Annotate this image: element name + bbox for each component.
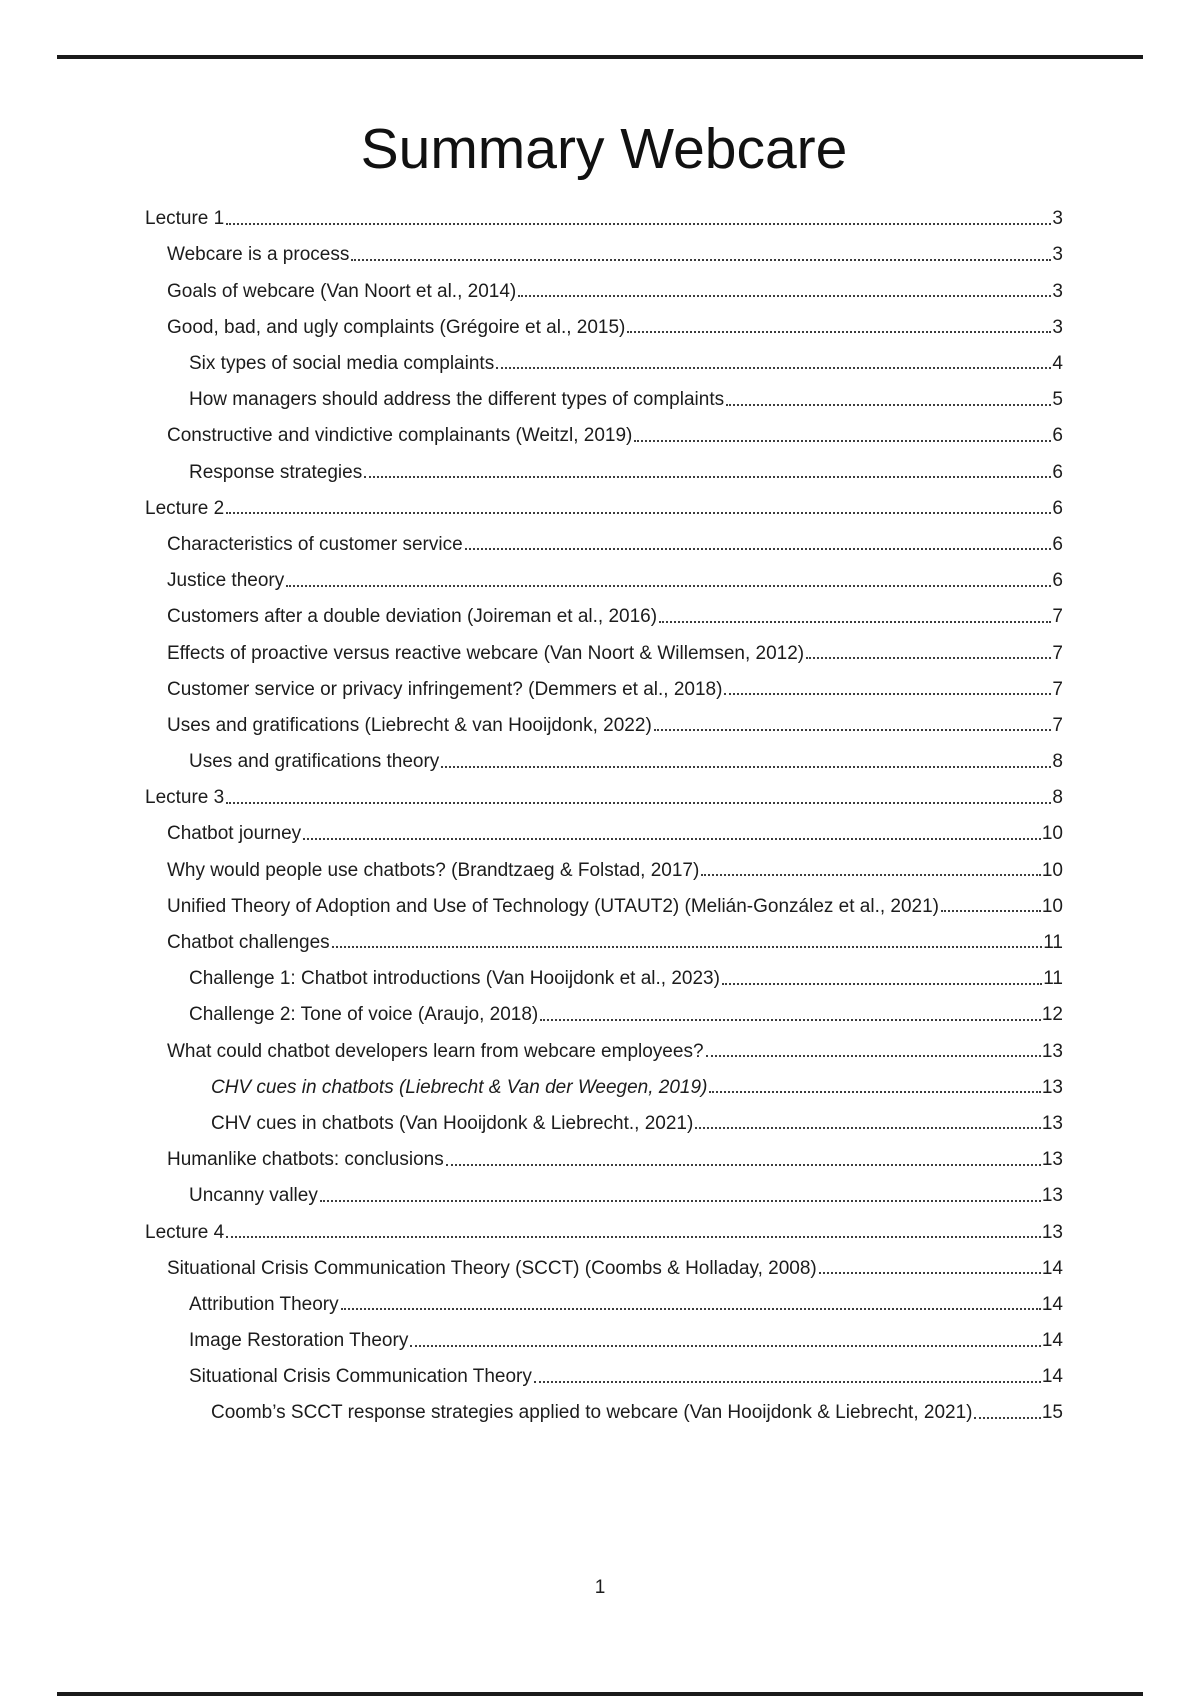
toc-page-number: 11 [1043, 932, 1063, 953]
dot-leader [540, 1019, 1041, 1021]
dot-leader [496, 367, 1051, 369]
toc-entry[interactable] [145, 483, 1063, 519]
header-rule [57, 55, 1143, 59]
toc-entry-label: Constructive and vindictive complainants (Weitzl, 2019) [167, 425, 633, 447]
toc-page-number: 13 [1041, 1112, 1063, 1134]
toc-entry-label: Chatbot challenges [167, 932, 330, 953]
toc-entry[interactable] [145, 265, 1063, 301]
dot-leader [446, 1164, 1041, 1166]
toc-entry[interactable] [145, 808, 1063, 844]
footer-page-number: 1 [594, 1577, 606, 1598]
toc-entry[interactable] [145, 229, 1063, 265]
toc-page-number: 10 [1041, 823, 1063, 845]
dot-leader [226, 512, 1051, 514]
toc-page-number: 3 [1052, 316, 1063, 338]
toc-entry[interactable] [145, 1098, 1063, 1134]
toc-entry-label: Coomb’s SCCT response strategies applied to webcare (Van Hooijdonk & Liebrecht, 2021) [211, 1402, 973, 1424]
toc-entry[interactable] [145, 338, 1063, 374]
toc-entry[interactable] [145, 881, 1063, 917]
toc-entry[interactable] [145, 627, 1063, 663]
toc-page-number: 8 [1052, 787, 1063, 809]
dot-leader [701, 874, 1041, 876]
toc-entry[interactable] [145, 700, 1063, 736]
toc-entry[interactable] [145, 917, 1063, 953]
toc-entry[interactable] [145, 519, 1063, 555]
toc-page-number: 13 [1041, 1076, 1063, 1098]
dot-leader [941, 910, 1041, 912]
toc-entry[interactable] [145, 1025, 1063, 1061]
toc-page-number: 13 [1041, 1149, 1063, 1171]
toc-entry-label: Uses and gratifications theory [189, 751, 440, 773]
toc-entry[interactable] [145, 555, 1063, 591]
toc-page-number: 13 [1041, 1185, 1063, 1207]
dot-leader [226, 802, 1051, 804]
toc-page-number: 8 [1052, 751, 1063, 773]
toc-entry-label: CHV cues in chatbots (Van Hooijdonk & Liebrecht., 2021) [211, 1112, 694, 1134]
dot-leader [627, 331, 1051, 333]
page-title: Summary Webcare [360, 117, 848, 181]
toc-entry[interactable] [145, 1206, 1063, 1242]
toc-entry[interactable] [145, 953, 1063, 989]
toc-entry[interactable] [145, 1351, 1063, 1387]
dot-leader [695, 1127, 1041, 1129]
toc-page-number: 3 [1052, 280, 1063, 302]
toc-entry-label: Characteristics of customer service [167, 533, 463, 555]
toc-entry[interactable] [145, 1242, 1063, 1278]
toc-entry-label: Effects of proactive versus reactive webcare (Van Noort & Willemsen, 2012) [167, 642, 805, 664]
toc-entry[interactable] [145, 1062, 1063, 1098]
dot-leader [320, 1200, 1041, 1202]
toc-entry-label: Challenge 2: Tone of voice (Araujo, 2018) [189, 1004, 539, 1026]
toc-page-number: 6 [1052, 533, 1063, 555]
toc-entry[interactable] [145, 1387, 1063, 1423]
toc-entry-label: Six types of social media complaints [189, 353, 495, 374]
toc-entry-label: Webcare is a process [167, 244, 350, 266]
dot-leader [709, 1091, 1040, 1093]
dot-leader [226, 1236, 1041, 1238]
dot-leader [722, 983, 1042, 985]
toc-page-number: 5 [1052, 389, 1063, 411]
dot-leader [659, 621, 1051, 623]
toc-entry-label: CHV cues in chatbots (Liebrecht & Van der Weegen, 2019) [211, 1076, 708, 1098]
toc-entry[interactable] [145, 736, 1063, 772]
dot-leader [351, 259, 1051, 261]
toc-entry-label: Situational Crisis Communication Theory (SCCT) (Coombs & Holladay, 2008) [167, 1257, 817, 1279]
toc-entry[interactable] [145, 1315, 1063, 1351]
dot-leader [706, 1055, 1041, 1057]
dot-leader [726, 404, 1051, 406]
toc-entry-label: Lecture 2 [145, 497, 225, 519]
toc-entry-label: Attribution Theory [189, 1293, 339, 1315]
toc-entry-label: How managers should address the different types of complaints [189, 389, 725, 411]
toc-entry-label: Lecture 3 [145, 787, 225, 809]
dot-leader [465, 548, 1052, 550]
dot-leader [286, 585, 1051, 587]
toc-entry-label: Lecture 1 [145, 208, 225, 230]
toc-entry-label: Uses and gratifications (Liebrecht & van Hooijdonk, 2022) [167, 714, 652, 736]
toc-entry[interactable] [145, 446, 1063, 482]
toc-page-number: 7 [1052, 642, 1063, 664]
toc-entry[interactable] [145, 591, 1063, 627]
toc-entry[interactable] [145, 772, 1063, 808]
toc-entry[interactable] [145, 663, 1063, 699]
toc-page-number: 10 [1041, 895, 1063, 917]
dot-leader [819, 1272, 1041, 1274]
dot-leader [724, 693, 1051, 695]
dot-leader [534, 1381, 1041, 1383]
toc-entry-label: Image Restoration Theory [189, 1330, 409, 1352]
toc-page-number: 13 [1041, 1221, 1063, 1243]
toc-entry-label: Justice theory [167, 570, 285, 592]
dot-leader [806, 657, 1051, 659]
toc-list [145, 193, 1063, 1423]
dot-leader [341, 1308, 1041, 1310]
toc-page-number: 13 [1041, 1040, 1063, 1062]
toc-page-number: 7 [1052, 606, 1063, 628]
toc-entry-label: Good, bad, and ugly complaints (Grégoire et al., 2015) [167, 316, 626, 338]
toc-entry-label: Response strategies [189, 461, 363, 483]
toc-entry[interactable] [145, 1170, 1063, 1206]
dot-leader [518, 295, 1051, 297]
toc-entry-label: Unified Theory of Adoption and Use of Technology (UTAUT2) (Melián-González et al., 2021) [167, 895, 940, 917]
dot-leader [364, 476, 1051, 478]
toc-page-number: 14 [1041, 1366, 1063, 1388]
toc-page-number: 3 [1052, 244, 1063, 266]
toc-entry-label: Humanlike chatbots: conclusions [167, 1149, 444, 1171]
toc-page-number: 14 [1041, 1330, 1063, 1352]
toc-page-number: 15 [1041, 1402, 1063, 1424]
dot-leader [303, 838, 1041, 840]
toc-entry-label: Customers after a double deviation (Joireman et al., 2016) [167, 606, 658, 628]
toc-entry-label: Goals of webcare (Van Noort et al., 2014) [167, 280, 517, 302]
toc-entry-label: Challenge 1: Chatbot introductions (Van Hooijdonk et al., 2023) [189, 968, 720, 990]
toc-page-number: 6 [1052, 461, 1063, 483]
dot-leader [974, 1417, 1040, 1419]
toc-page-number: 14 [1041, 1257, 1063, 1279]
toc-entry[interactable] [145, 302, 1063, 338]
toc-page-number: 6 [1052, 497, 1063, 519]
toc-page-number: 10 [1041, 859, 1063, 881]
dot-leader [634, 440, 1051, 442]
toc-entry-label: Uncanny valley [189, 1185, 318, 1207]
toc-entry[interactable] [145, 1279, 1063, 1315]
toc-page-number: 7 [1052, 714, 1063, 736]
toc-page-number: 3 [1052, 208, 1063, 230]
toc-page-number: 11 [1043, 968, 1063, 990]
toc-page-number: 6 [1052, 570, 1063, 592]
toc-entry-label: Customer service or privacy infringement? (Demmers et al., 2018) [167, 678, 723, 700]
toc-entry[interactable] [145, 410, 1063, 446]
footer-rule [57, 1692, 1143, 1696]
dot-leader [332, 946, 1043, 948]
toc-page-number: 14 [1041, 1293, 1063, 1315]
toc-page-number: 7 [1052, 678, 1063, 700]
toc-entry[interactable] [145, 844, 1063, 880]
toc-entry[interactable] [145, 374, 1063, 410]
toc-entry[interactable] [145, 193, 1063, 229]
dot-leader [226, 223, 1051, 225]
toc-entry-label: Chatbot journey [167, 823, 302, 845]
dot-leader [441, 766, 1051, 768]
toc-page-number: 12 [1041, 1004, 1063, 1026]
toc-entry-label: Lecture 4 [145, 1221, 225, 1243]
toc-entry-label: What could chatbot developers learn from webcare employees? [167, 1040, 704, 1062]
dot-leader [654, 729, 1052, 731]
toc-entry-label: Why would people use chatbots? (Brandtzaeg & Folstad, 2017) [167, 859, 700, 881]
toc-entry-label: Situational Crisis Communication Theory [189, 1366, 532, 1388]
toc-page-number: 6 [1052, 425, 1063, 447]
toc-entry[interactable] [145, 1134, 1063, 1170]
toc-page-number: 4 [1052, 353, 1063, 374]
dot-leader [410, 1345, 1041, 1347]
toc-entry[interactable] [145, 989, 1063, 1025]
